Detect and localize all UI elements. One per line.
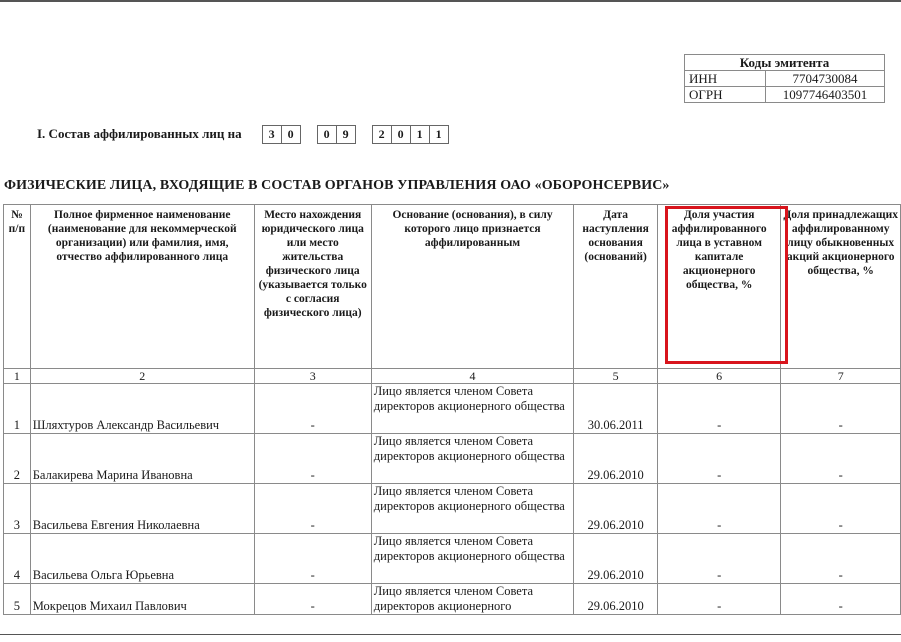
column-number: 1 <box>4 369 31 384</box>
header-number: № п/п <box>4 205 31 369</box>
column-number: 6 <box>657 369 780 384</box>
issuer-code-row-ogrn <box>685 87 885 103</box>
date-digit: 1 <box>429 125 449 144</box>
date-year-boxes <box>372 125 449 144</box>
date-value: 29.06.2010 <box>574 584 658 615</box>
column-number-row <box>4 369 901 384</box>
row-number: 2 <box>4 434 31 484</box>
table-row <box>4 434 901 484</box>
column-number: 7 <box>781 369 901 384</box>
date-digit: 0 <box>391 125 411 144</box>
date-digit: 9 <box>336 125 356 144</box>
column-number: 3 <box>254 369 371 384</box>
place-value: - <box>254 584 371 615</box>
basis-value: Лицо является членом Совета директоров акционерного общества <box>371 484 574 534</box>
date-digit: 3 <box>262 125 282 144</box>
date-digit: 1 <box>410 125 430 144</box>
code-value: 1097746403501 <box>766 87 885 103</box>
place-value: - <box>254 484 371 534</box>
column-number: 2 <box>30 369 254 384</box>
header-date: Дата наступления основания (оснований) <box>574 205 658 369</box>
date-digit: 0 <box>281 125 301 144</box>
share-value: - <box>657 534 780 584</box>
code-label: ИНН <box>685 71 766 87</box>
common-shares-value: - <box>781 584 901 615</box>
table-row <box>4 534 901 584</box>
share-value: - <box>657 384 780 434</box>
date-digit: 2 <box>372 125 392 144</box>
issuer-code-row-inn <box>685 71 885 87</box>
bottom-border <box>0 634 901 635</box>
place-value: - <box>254 384 371 434</box>
date-month-boxes <box>317 125 356 144</box>
code-label: ОГРН <box>685 87 766 103</box>
share-value: - <box>657 434 780 484</box>
top-border <box>0 0 901 2</box>
issuer-codes-table <box>684 54 885 103</box>
date-value: 29.06.2010 <box>574 434 658 484</box>
table-row <box>4 484 901 534</box>
person-name: Шляхтуров Александр Васильевич <box>30 384 254 434</box>
share-value: - <box>657 584 780 615</box>
basis-value: Лицо является членом Совета директоров акционерного общества <box>371 534 574 584</box>
common-shares-value: - <box>781 434 901 484</box>
date-label: I. Состав аффилированных лиц на <box>37 126 242 141</box>
basis-value: Лицо является членом Совета директоров акционерного общества <box>371 384 574 434</box>
header-basis: Основание (основания), в силу которого лицо признается аффилированным <box>371 205 574 369</box>
person-name: Мокрецов Михаил Павлович <box>30 584 254 615</box>
place-value: - <box>254 434 371 484</box>
date-value: 29.06.2010 <box>574 484 658 534</box>
share-value: - <box>657 484 780 534</box>
date-value: 29.06.2010 <box>574 534 658 584</box>
row-number: 1 <box>4 384 31 434</box>
row-number: 3 <box>4 484 31 534</box>
date-value: 30.06.2011 <box>574 384 658 434</box>
date-day-boxes <box>262 125 301 144</box>
common-shares-value: - <box>781 534 901 584</box>
table-row <box>4 384 901 434</box>
date-digit: 0 <box>317 125 337 144</box>
share-column-highlight <box>665 206 788 364</box>
date-line <box>37 124 465 144</box>
basis-value: Лицо является членом Совета директоров акционерного <box>371 584 574 615</box>
place-value: - <box>254 534 371 584</box>
header-name: Полное фирменное наименование (наименование для некоммерческой организации) или фамилия, имя, отчество аффилированного лица <box>30 205 254 369</box>
common-shares-value: - <box>781 384 901 434</box>
column-number: 4 <box>371 369 574 384</box>
common-shares-value: - <box>781 484 901 534</box>
basis-value: Лицо является членом Совета директоров акционерного общества <box>371 434 574 484</box>
header-place: Место нахождения юридического лица или место жительства физического лица (указывается только с согласия физического лица) <box>254 205 371 369</box>
table-row <box>4 584 901 615</box>
person-name: Балакирева Марина Ивановна <box>30 434 254 484</box>
column-number: 5 <box>574 369 658 384</box>
section-title: ФИЗИЧЕСКИЕ ЛИЦА, ВХОДЯЩИЕ В СОСТАВ ОРГАНОВ УПРАВЛЕНИЯ ОАО «ОБОРОНСЕРВИС» <box>4 178 670 193</box>
header-share: Доля участия аффилированного лица в уставном капитале акционерного общества, % <box>657 205 780 369</box>
row-number: 4 <box>4 534 31 584</box>
code-value: 7704730084 <box>766 71 885 87</box>
person-name: Васильева Евгения Николаевна <box>30 484 254 534</box>
issuer-codes-header: Коды эмитента <box>685 55 885 71</box>
header-common-shares: Доля принадлежащих аффилированному лицу обыкновенных акций акционерного общества, % <box>781 205 901 369</box>
person-name: Васильева Ольга Юрьевна <box>30 534 254 584</box>
row-number: 5 <box>4 584 31 615</box>
